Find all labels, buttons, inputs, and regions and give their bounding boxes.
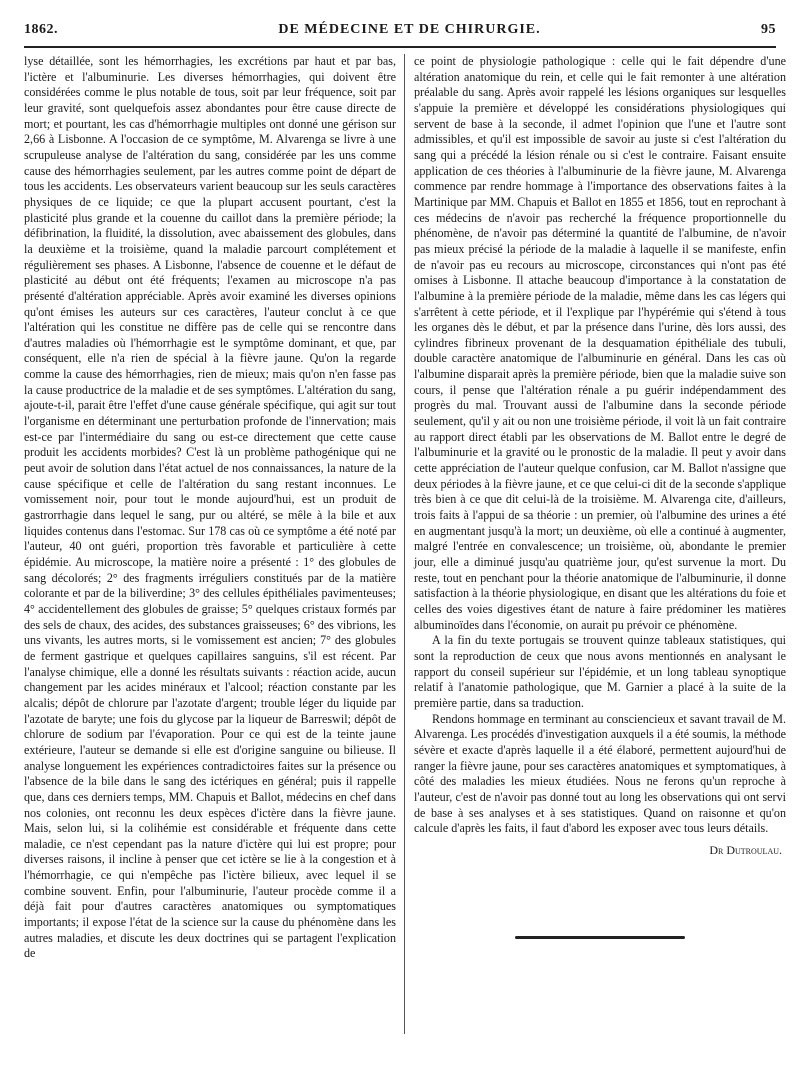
page-number: 95 [761, 22, 776, 37]
running-header [24, 22, 776, 44]
author-signature: Dr Dutroulau. [709, 842, 782, 857]
column-divider [404, 54, 405, 1034]
header-year: 1862. [24, 22, 58, 37]
right-paragraph-3: Rendons hommage en terminant au consciencieux et savant travail de M. Alvarenga. Les procédés d'investigation auxquels il a été soumis, la méthode sévère et exacte d'après laquelle il a été élaboré, permettent aujourd'hui de ranger la fièvre jaune, pour ses caractères anatomiques et symptomatiques, à côté des maladies les mieux étudiées. Nous ne ferons qu'un reproche à l'auteur, c'est de n'avoir pas donné tout au long les observations qui ont servi de base à ses analyses et à ses statistiques. Quand on raisonne et qu'on calcule d'après les faits, il faut d'abord les exposer avec tous leurs détails. [414, 711, 786, 836]
left-paragraph: lyse détaillée, sont les hémorrhagies, les excrétions par haut et par bas, l'ictère et l'albuminurie. Les diverses hémorrhagies, qui doivent être considérées comme le plus notable de tous, soit par leur fréquence, soit par leur gravité, sont quelquefois assez abondantes pour être cause directe de mort; et pourtant, les cas d'hémorrhagie multiples ont donné une gérison sur 2,66 à Lisbonne. A l'occasion de ce symptôme, M. Alvarenga se livre à une scrupuleuse analyse de l'altération du sang, considérée par les uns comme cause des hémorrhagies seulement, par les autres comme point de départ de tous les accidents. Les observateurs varient beaucoup sur les seuls caractères physiques de ce liquide; ce que la plupart accusent pourtant, c'est la plasticité plus grande et la couenne du caillot dans la première période; la défibrination, la fluidité, la dissolution, avec abaissement des globules, dans la deuxième et la troisième, quand la maladie parcourt complétement et régulièrement ses phases. A Lisbonne, l'absence de couenne et le défaut de plasticité au début ont été fréquents; l'examen au microscope n'a pas présenté d'altération appréciable. Après avoir examiné les diverses opinions qu'ont émises les auteurs sur ces caractères, l'auteur conclut à ce que l'altération qui les constitue ne diffère pas de celle qui se rencontre dans d'autres maladies où l'hémorrhagie est le symptôme dominant, et que, par conséquent, elle n'a rien de spécial à la fièvre jaune. Qu'on la regarde comme la cause des hémorrhagies, rien de mieux; mais qu'on n'en fasse pas la cause productrice de la maladie et de ses symptômes. L'altération du sang, ajoute-t-il, parait être l'effet d'une cause générale spécifique, qui agit sur tout l'organisme en déterminant une perturbation profonde de l'innervation; mais est-ce par l'intermédiaire du sang ou est-ce directement que cette cause produit les accidents morbides? C'est là un problème pathogénique qui ne peut avoir de solution dans l'état actuel de nos connaissances, la nature de la cause spécifique et celle de l'altération du sang restant inconnues. Le vomissement noir, pour tout le monde aujourd'hui, est un produit de gastrorrhagie dans lequel le sang, pur ou altéré, se mêle à la bile et aux liquides contenus dans l'estomac. Sur 178 cas où ce symptôme a été noté par l'auteur, 40 ont guéri, proportion très favorable et particulière à cette épidémie. Au microscope, la matière noire a présenté : 1° des globules de sang décolorés; 2° des fragments irréguliers constitués par de la matière colorante et par de la biliverdine; 3° des cellules épithéliales pavimenteuses; 4° accidentellement des globules de graisse; 5° quelques cristaux formés par des sels de chaux, des acides, des substances graisseuses; 6° des vibrions, les uns vivants, les autres morts, si le vomissement est ancien; 7° des globules de ferment gastrique et quelques capillaires sanguins, s'il est récent. Par l'analyse chimique, elle a donné les résultats suivants : réaction acide, aucun changement par les acides minéraux et l'alcool; réaction constante par les alcalis; dépôt de chlorure par l'azotate d'argent; trouble léger du liquide par l'azotate de baryte; une fois du glycose par la liqueur de Barreswil; dépôt de chlorure de sodium par l'évaporation. Pour ce qui est de la teinte jaune extérieure, l'auteur se demande si elle est d'origine sanguine ou bilieuse. Il analyse longuement les expériences contradictoires faites sur la présence ou l'absence de la bile dans le sang des ictériques en général; puis il rappelle que, dans ces derniers temps, MM. Chapuis et Ballot, médecins en chef dans nos colonies, ont reconnu les deux espèces d'ictère dans la fièvre jaune. Mais, selon lui, si la colihémie est considérable et fréquente dans cette maladie, ce n'est cependant pas la nature d'ictère qui lui est propre; pour diverses raisons, il incline à penser que cet ictère se lie à la congestion et à l'hémorrhagie, ce qui n'empêche pas l'ictère bilieux, avec lequel il se combine souvent. Enfin, pour l'albuminurie, l'auteur procède comme il a déjà fait pour d'autres caractères anatomiques ou symptomatiques importants; il expose l'état de la science sur la cause du phénomène dans les autres maladies, et discute les deux doctrines qui se partagent l'explication de [24, 54, 396, 961]
right-paragraph-2: A la fin du texte portugais se trouvent quinze tableaux statistiques, qui sont la reproduction de ceux que nous avons mentionnés en analysant le rapport du conseil supérieur sur l'épidémie, et un long tableau synoptique relatif à l'anatomie pathologique, que M. Garnier a placé à la suite de la première partie, dans sa traduction. [414, 633, 786, 710]
header-title: DE MÉDECINE ET DE CHIRURGIE. [278, 22, 541, 37]
header-rule [24, 46, 776, 48]
end-ornament-rule [515, 936, 685, 939]
right-paragraph-1: ce point de physiologie pathologique : celle qui le fait dépendre d'une altération anatomique du rein, et celle qui le fait remonter à une altération préalable du sang. Après avoir rappelé les lésions organiques sur lesquelles s'appuie la première et développé les considérations physiologiques qui servent de base à la seconde, il admet l'opinion que l'une et l'autre sont admissibles, et qu'il est impossible de savoir au juste si c'est l'altération du sang qui a précédé la lésion rénale ou si c'est le contraire. Faisant ensuite application de ces théories à l'albuminurie de la fièvre jaune, M. Alvarenga commence par rendre hommage à l'importance des observations faites à la Martinique par MM. Chapuis et Ballot en 1855 et 1856, tout en reprochant à ces médecins de n'avoir pas recherché la fréquence proportionnelle du phénomène, de n'avoir pas déterminé la quantité de l'albumine, de n'avoir pas mieux précisé la période de la maladie à laquelle il se manifeste, enfin de n'avoir pas eu recours au microscope, circonstances qui n'ont pas été omises à Lisbonne. Il attache beaucoup d'importance à la constatation de l'albumine à la première période de la maladie, même dans les cas légers qui s'arrêtent à cette période, et il l'explique par l'hypérémie qui s'étend à tous les organes dès le début, et par la présence dans l'urine, dès lors aussi, des cylindres fibrineux provenant de la desquamation épithéliale des tubuli, double caractère anatomique de l'albuminurie en général. Dans les cas où l'albumine disparait après la première période, bien que la maladie suive son cours, il pense que l'altération rénale a pu guérir indépendamment des progrès du mal. Trouvant aussi de l'albumine dans la seconde période seulement, qu'il y ait ou non une troisième période, il voit là un fait contraire au rapport direct établi par les observations de M. Ballot entre le degré de l'albuminurie et la gravité ou le pronostic de la maladie. Il peut y avoir dans cette appréciation de l'auteur quelque confusion, car M. Ballot n'assigne que deux périodes à la fièvre jaune, et ce que celui-ci dit de la seconde s'applique très bien à ce que dit celui-là de la troisième. M. Alvarenga cite, d'ailleurs, trois faits à l'appui de sa théorie : un premier, où l'albumine des urines a été en augmentant jusqu'à la mort; un deuxième, où elle a continué à augmenter, malgré l'entrée en convalescence; un troisième, où, abondante le premier jour, elle a diminué jusqu'au quatrième jour, qu'est survenue la mort. Du reste, tout en penchant pour la théorie anatomique de l'albuminurie, il donne satisfaction à la théorie physiologique, en disant que les altérations du foie et celles des voies digestives étant de nature à faire prédominer les matières albuminoïdes dans l'économie, on aurait pu prévoir ce phénomène. [414, 54, 786, 632]
left-column [24, 54, 396, 962]
right-column [414, 54, 786, 939]
